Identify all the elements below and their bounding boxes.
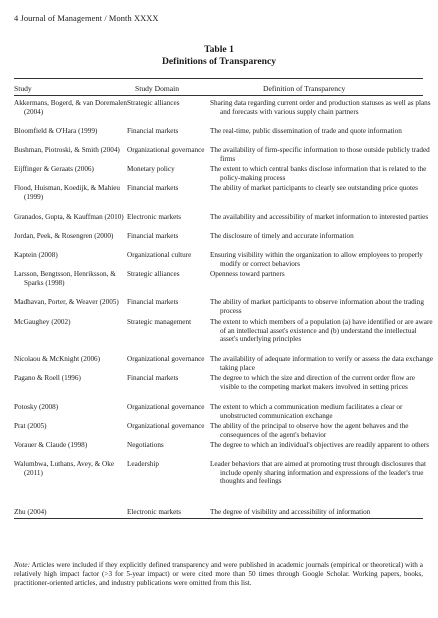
study-cell: Potosky (2008) (14, 403, 59, 411)
definition-cell: The extent to which a communication medium facilitates a clear or unobstructed communication exchange (210, 403, 403, 420)
study-cell: McGaughey (2002) (14, 318, 71, 326)
domain-cell: Financial markets (127, 298, 179, 306)
study-cell: Bushman, Piotroski, & Smith (2004) (14, 146, 120, 154)
definition-cell: The extent to which central banks disclose information that is related to the policy-making process (210, 165, 427, 182)
study-cell: Prat (2005) (14, 422, 47, 430)
study-cell: Bloomfield & O'Hara (1999) (14, 127, 98, 135)
study-cell: Akkermans, Bogerd, & van Doremalen (2004) (14, 99, 127, 116)
domain-cell: Strategic management (127, 318, 192, 326)
column-header-domain: Study Domain (135, 84, 180, 93)
table-header-rule (14, 95, 423, 96)
domain-cell: Organizational culture (127, 251, 192, 259)
domain-cell: Financial markets (127, 184, 179, 192)
definition-cell: The degree to which the size and direction of the current order flow are visible to the competing market makers involved in setting prices (210, 374, 415, 391)
note-label: Note: (14, 561, 30, 569)
definition-cell: The disclosure of timely and accurate information (210, 232, 354, 240)
note-text: Articles were included if they explicitly defined transparency and were published in academic journals (empirical or theoretical) with a relatively high impact factor (>3 for 5-year impact) or were cited more than 50 times through Google Scholar. Working papers, books, practitioner-oriented articles, and industry publications were omitted from this list. (14, 561, 423, 588)
domain-cell: Organizational governance (127, 422, 205, 430)
column-header-study: Study (14, 84, 32, 93)
definition-cell: The real-time, public dissemination of trade and quote information (210, 127, 402, 135)
definition-cell: Openness toward partners (210, 270, 285, 278)
study-cell: Madhavan, Porter, & Weaver (2005) (14, 298, 119, 306)
domain-cell: Monetary policy (127, 165, 175, 173)
study-cell: Larsson, Bengtsson, Henriksson, & Sparks (1998) (14, 270, 116, 287)
domain-cell: Financial markets (127, 232, 179, 240)
running-head: 4 Journal of Management / Month XXXX (14, 14, 159, 23)
column-header-definition: Definition of Transparency (263, 84, 346, 93)
definition-cell: Leader behaviors that are aimed at promoting trust through disclosures that include openly sharing information and expressions of the leader's true thoughts and feelings (210, 460, 426, 485)
definition-cell: The availability of adequate information to verify or assess the data exchange taking place (210, 355, 433, 372)
domain-cell: Negotiations (127, 441, 164, 449)
study-cell: Walumbwa, Luthans, Avey, & Oke (2011) (14, 460, 115, 477)
table-note (14, 561, 423, 589)
definition-cell: The ability of the principal to observe how the agent behaves and the consequences of the agent's behavior (210, 422, 409, 439)
study-cell: Kaptein (2008) (14, 251, 58, 259)
table-bottom-rule (14, 518, 423, 519)
domain-cell: Strategic alliances (127, 99, 180, 107)
domain-cell: Organizational governance (127, 355, 205, 363)
domain-cell: Strategic alliances (127, 270, 180, 278)
domain-cell: Leadership (127, 460, 159, 468)
table-top-rule (14, 78, 423, 79)
study-cell: Pagano & Roell (1996) (14, 374, 81, 382)
definition-cell: The availability of firm-specific information to those outside publicly traded firms (210, 146, 430, 163)
domain-cell: Financial markets (127, 127, 179, 135)
domain-cell: Organizational governance (127, 403, 205, 411)
study-cell: Zhu (2004) (14, 508, 47, 516)
definition-cell: The ability of market participants to observe information about the trading process (210, 298, 424, 315)
domain-cell: Financial markets (127, 374, 179, 382)
definition-cell: The degree to which an individual's objectives are readily apparent to others (210, 441, 430, 449)
definition-cell: The availability and accessibility of market information to interested parties (210, 213, 429, 221)
table-title (0, 44, 438, 68)
domain-cell: Organizational governance (127, 146, 205, 154)
table-caption: Definitions of Transparency (161, 56, 277, 67)
study-cell: Flood, Huisman, Koedijk, & Mahieu (1999) (14, 184, 121, 201)
study-cell: Eijffinger & Geraats (2006) (14, 165, 94, 173)
definition-cell: The ability of market participants to clearly see outstanding price quotes (210, 184, 418, 192)
domain-cell: Electronic markets (127, 508, 182, 516)
definition-cell: The degree of visibility and accessibility of information (210, 508, 371, 516)
study-cell: Vorauer & Claude (1998) (14, 441, 88, 449)
study-cell: Granados, Gupta, & Kauffman (2010) (14, 213, 124, 221)
study-cell: Nicolaou & McKnight (2006) (14, 355, 101, 363)
definition-cell: Ensuring visibility within the organization to allow employees to properly modify or correct behaviors (210, 251, 423, 268)
study-cell: Jordan, Peek, & Rosengren (2000) (14, 232, 114, 240)
domain-cell: Electronic markets (127, 213, 182, 221)
definition-cell: The extent to which members of a population (a) have identified or are aware of an intellectual asset's existence and (b) understand the intellectual asset's underlying principles (210, 318, 433, 343)
table-label: Table 1 (204, 44, 234, 55)
definition-cell: Sharing data regarding current order and production statuses as well as plans and forecasts with various supply chain partners (210, 99, 431, 116)
